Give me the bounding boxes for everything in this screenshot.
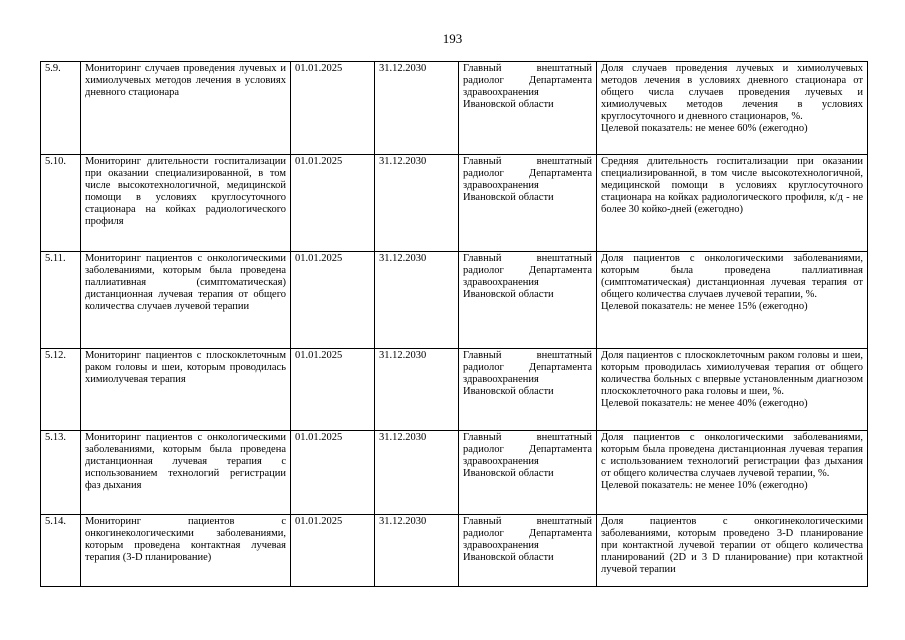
row-number: 5.14. xyxy=(41,515,81,587)
row-number: 5.13. xyxy=(41,431,81,515)
indicator-cell xyxy=(597,155,868,252)
indicator-text: Доля пациентов с онкологическими заболеваниями, которым была проведена дистанционная лучевая терапия с использованием технологий регистрации фаз дыхания от общего количества случаев лучевой терапии, %. xyxy=(601,432,863,479)
measure-description: Мониторинг пациентов с онкологическими заболеваниями, которым была проведена дистанционная лучевая терапия с использованием технологий регистрации фаз дыхания xyxy=(81,431,291,515)
table-row xyxy=(41,349,868,431)
measure-description: Мониторинг длительности госпитализации при оказании специализированной, в том числе высокотехнологичной, медицинской помощи в условиях круглосуточного стационара на койках радиологического профиля xyxy=(81,155,291,252)
measures-table xyxy=(40,61,868,587)
indicator-text: Доля пациентов с онкогинекологическими заболеваниями, которым проведено 3-D планирование при контактной лучевой терапии от общего количества планирований (2D и 3 D планирование) при котактной лучевой терапии xyxy=(601,516,863,575)
start-date: 01.01.2025 xyxy=(291,349,375,431)
measure-description: Мониторинг пациентов с онкологическими заболеваниями, которым была проведена паллиативная (симптоматическая) дистанционная лучевая терапия от общего количества случаев лучевой терапии xyxy=(81,252,291,349)
responsible-person: Главный внештатный радиолог Департамента здравоохранения Ивановской области xyxy=(459,62,597,155)
start-date: 01.01.2025 xyxy=(291,515,375,587)
end-date: 31.12.2030 xyxy=(375,155,459,252)
indicator-text: Доля пациентов с онкологическими заболеваниями, которым была проведена паллиативная (симптоматическая) дистанционная лучевая терапия от общего количества случаев лучевой терапии, %. xyxy=(601,253,863,300)
start-date: 01.01.2025 xyxy=(291,252,375,349)
table-row xyxy=(41,155,868,252)
table-row xyxy=(41,431,868,515)
indicator-text: Доля пациентов с плоскоклеточным раком головы и шеи, которым проводилась химиолучевая терапия от общего количества больных с впервые установленным диагнозом плоскоклеточного рака головы и шеи, %. xyxy=(601,350,863,397)
indicator-cell xyxy=(597,252,868,349)
indicator-text: Доля случаев проведения лучевых и химиолучевых методов лечения в условиях дневного стационара от общего числа случаев проведения лучевых и химиолучевых методов лечения в условиях круглосуточного и дневного стационаров, %. xyxy=(601,63,863,122)
responsible-person: Главный внештатный радиолог Департамента здравоохранения Ивановской области xyxy=(459,252,597,349)
indicator-text: Средняя длительность госпитализации при оказании специализированной, в том числе высокотехнологичной, медицинской помощи в условиях круглосуточного стационара на койках радиологического профиля, к/д - не более 30 койко-дней (ежегодно) xyxy=(601,156,863,215)
row-number: 5.10. xyxy=(41,155,81,252)
measure-description: Мониторинг случаев проведения лучевых и химиолучевых методов лечения в условиях дневного стационара xyxy=(81,62,291,155)
end-date: 31.12.2030 xyxy=(375,252,459,349)
target-value: Целевой показатель: не менее 60% (ежегодно) xyxy=(601,123,808,134)
indicator-cell xyxy=(597,349,868,431)
table-row xyxy=(41,252,868,349)
row-number: 5.11. xyxy=(41,252,81,349)
responsible-person: Главный внештатный радиолог Департамента здравоохранения Ивановской области xyxy=(459,431,597,515)
measure-description: Мониторинг пациентов с плоскоклеточным раком головы и шеи, которым проводилась химиолучевая терапия xyxy=(81,349,291,431)
responsible-person: Главный внештатный радиолог Департамента здравоохранения Ивановской области xyxy=(459,349,597,431)
end-date: 31.12.2030 xyxy=(375,515,459,587)
row-number: 5.9. xyxy=(41,62,81,155)
end-date: 31.12.2030 xyxy=(375,431,459,515)
target-value: Целевой показатель: не менее 15% (ежегодно) xyxy=(601,301,808,312)
start-date: 01.01.2025 xyxy=(291,431,375,515)
target-value: Целевой показатель: не менее 10% (ежегодно) xyxy=(601,480,808,491)
start-date: 01.01.2025 xyxy=(291,155,375,252)
target-value: Целевой показатель: не менее 40% (ежегодно) xyxy=(601,398,808,409)
end-date: 31.12.2030 xyxy=(375,349,459,431)
responsible-person: Главный внештатный радиолог Департамента здравоохранения Ивановской области xyxy=(459,155,597,252)
indicator-cell xyxy=(597,515,868,587)
table-row xyxy=(41,515,868,587)
measure-description: Мониторинг пациентов с онкогинекологическими заболеваниями, которым проведена контактная лучевая терапия (3-D планирование) xyxy=(81,515,291,587)
row-number: 5.12. xyxy=(41,349,81,431)
responsible-person: Главный внештатный радиолог Департамента здравоохранения Ивановской области xyxy=(459,515,597,587)
end-date: 31.12.2030 xyxy=(375,62,459,155)
indicator-cell xyxy=(597,62,868,155)
indicator-cell xyxy=(597,431,868,515)
start-date: 01.01.2025 xyxy=(291,62,375,155)
page-number: 193 xyxy=(442,31,463,46)
table-row xyxy=(41,62,868,155)
